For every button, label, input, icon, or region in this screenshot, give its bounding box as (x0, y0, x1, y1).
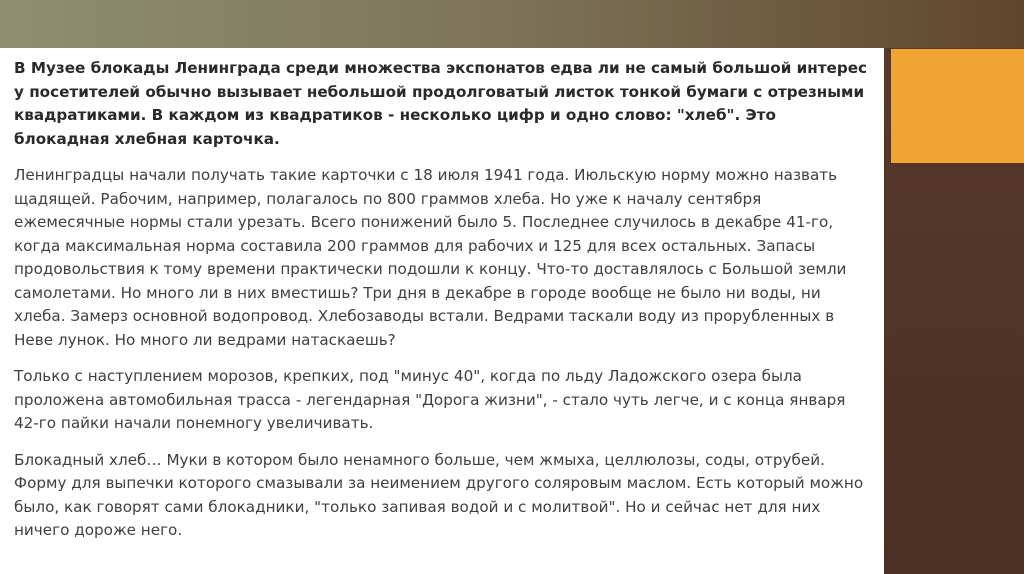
accent-square (891, 49, 1024, 163)
body-paragraph-ration-history: Ленинградцы начали получать такие карточки с 18 июля 1941 года. Июльскую норму можно назвать щадящей. Рабочим, например, полагалось по 800 граммов хлеба. Но уже к началу сентября ежемесячные нормы стали урезать. Всего понижений было 5. Последнее случилось в декабре 41-го, когда максимальная норма составила 200 граммов для рабочих и 125 для всех остальных. Запасы продовольствия к тому времени практически подошли к концу. Что-то доставлялось с Большой земли самолетами. Но много ли в них вместишь? Три дня в декабре в городе вообще не было ни воды, ни хлеба. Замерз основной водопровод. Хлебозаводы встали. Ведрами таскали воду из прорубленных в Неве лунок. Но много ли ведрами натаскаешь? (14, 166, 847, 349)
intro-paragraph: В Музее блокады Ленинграда среди множества экспонатов едва ли не самый большой интерес у посетителей обычно вызывает небольшой продолговатый листок тонкой бумаги с отрезными квадратиками. В каждом из квадратиков - несколько цифр и одно слово: "хлеб". Это блокадная хлебная карточка. (14, 59, 868, 148)
text-panel (0, 48, 884, 574)
body-paragraph-blockade-bread: Блокадный хлеб… Муки в котором было ненамного больше, чем жмыха, целлюлозы, соды, отрубей. Форму для выпечки которого смазывали за неимением другого соляровым маслом. Есть который можно было, как говорят сами блокадники, "только запивая водой и с молитвой". Но и сейчас нет для них ничего дороже него. (14, 450, 864, 539)
body-paragraph-road-of-life: Только с наступлением морозов, крепких, под "минус 40", когда по льду Ладожского озера была проложена автомобильная трасса - легендарная "Дорога жизни", - стало чуть легче, и с конца января 42-го пайки начали понемногу увеличивать. (14, 367, 846, 432)
top-decorative-band (0, 0, 1024, 48)
